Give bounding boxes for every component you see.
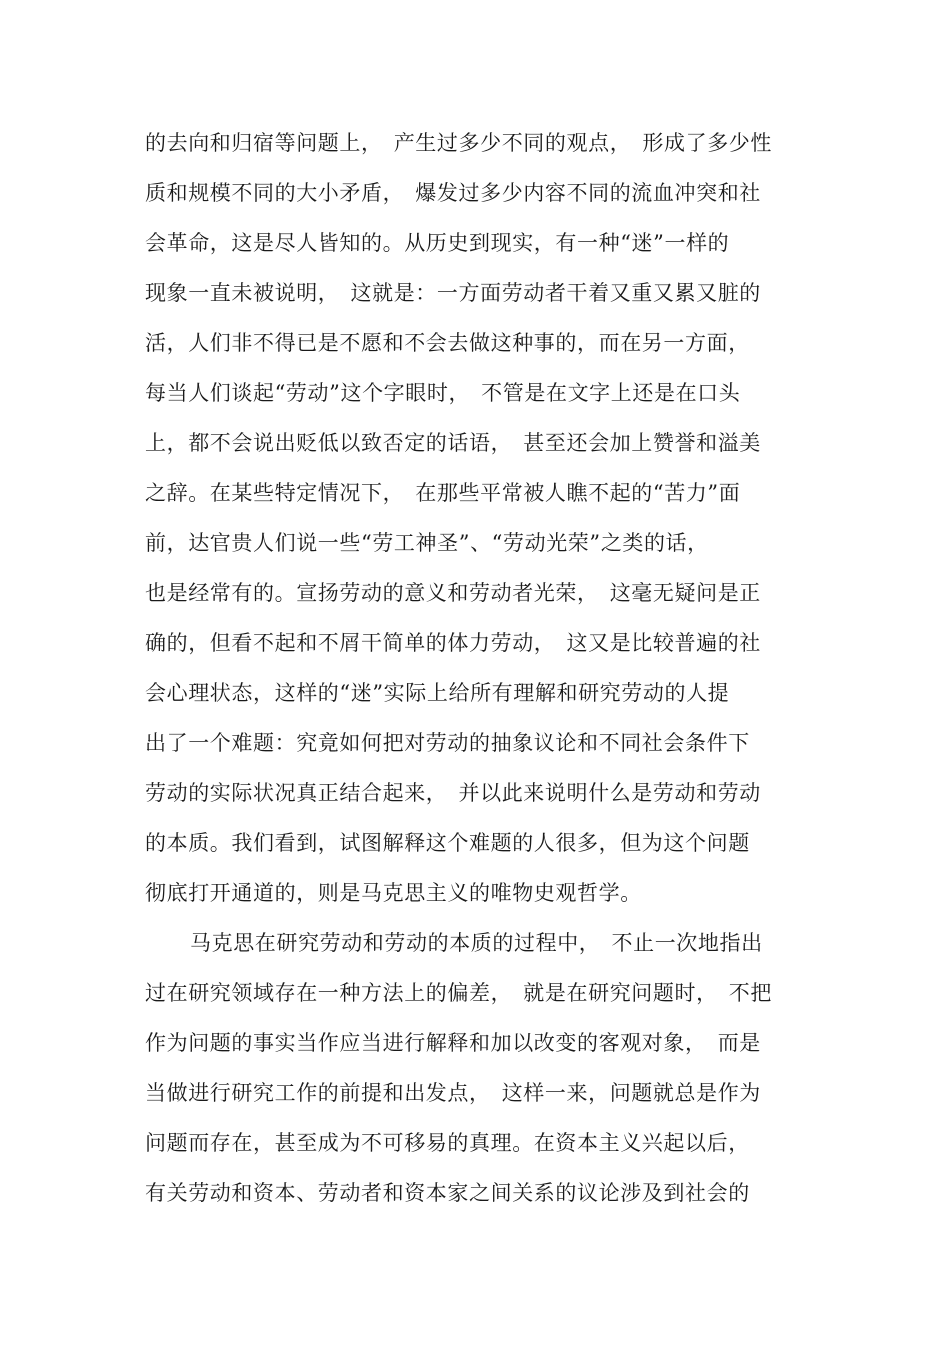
paragraph-line: 上，都不会说出贬低以致否定的话语， 甚至还会加上赞誉和溢美 xyxy=(145,431,761,455)
paragraph-line: 会革命，这是尽人皆知的。从历史到现实，有一种“迷”一样的 xyxy=(145,231,730,255)
paragraph-line: 有关劳动和资本、劳动者和资本家之间关系的议论涉及到社会的 xyxy=(145,1181,750,1205)
paragraph-line: 彻底打开通道的，则是马克思主义的唯物史观哲学。 xyxy=(145,881,642,905)
paragraph-line: 的去向和归宿等问题上， 产生过多少不同的观点， 形成了多少性 xyxy=(145,131,772,155)
paragraph-line: 出了一个难题：究竟如何把对劳动的抽象议论和不同社会条件下 xyxy=(145,731,750,755)
paragraph-line: 确的，但看不起和不屑干简单的体力劳动， 这又是比较普遍的社 xyxy=(145,631,761,655)
paragraph-line: 过在研究领域存在一种方法上的偏差， 就是在研究问题时， 不把 xyxy=(145,981,772,1005)
paragraph-line: 问题而存在，甚至成为不可移易的真理。在资本主义兴起以后， xyxy=(145,1131,750,1155)
paragraph-line: 现象一直未被说明， 这就是：一方面劳动者干着又重又累又脏的 xyxy=(145,281,761,305)
paragraph-line: 之辞。在某些特定情况下， 在那些平常被人瞧不起的“苦力”面 xyxy=(145,481,741,505)
paragraph-line: 活，人们非不得已是不愿和不会去做这种事的，而在另一方面， xyxy=(145,331,750,355)
paragraph-line: 质和规模不同的大小矛盾， 爆发过多少内容不同的流血冲突和社 xyxy=(145,181,761,205)
paragraph-line: 劳动的实际状况真正结合起来， 并以此来说明什么是劳动和劳动 xyxy=(145,781,761,805)
paragraph-line: 每当人们谈起“劳动”这个字眼时， 不管是在文字上还是在口头 xyxy=(145,381,741,405)
paragraph-line: 前，达官贵人们说一些“劳工神圣”、“劳动光荣”之类的话， xyxy=(145,531,709,555)
paragraph-line: 也是经常有的。宣扬劳动的意义和劳动者光荣， 这毫无疑问是正 xyxy=(145,581,761,605)
paragraph-line: 会心理状态，这样的“迷”实际上给所有理解和研究劳动的人提 xyxy=(145,681,730,705)
paragraph-line: 的本质。我们看到，试图解释这个难题的人很多，但为这个问题 xyxy=(145,831,750,855)
paragraph-line: 作为问题的事实当作应当进行解释和加以改变的客观对象， 而是 xyxy=(145,1031,761,1055)
paragraph-line: 当做进行研究工作的前提和出发点， 这样一来，问题就总是作为 xyxy=(145,1081,761,1105)
paragraph-line: 马克思在研究劳动和劳动的本质的过程中， 不止一次地指出 xyxy=(190,931,763,955)
